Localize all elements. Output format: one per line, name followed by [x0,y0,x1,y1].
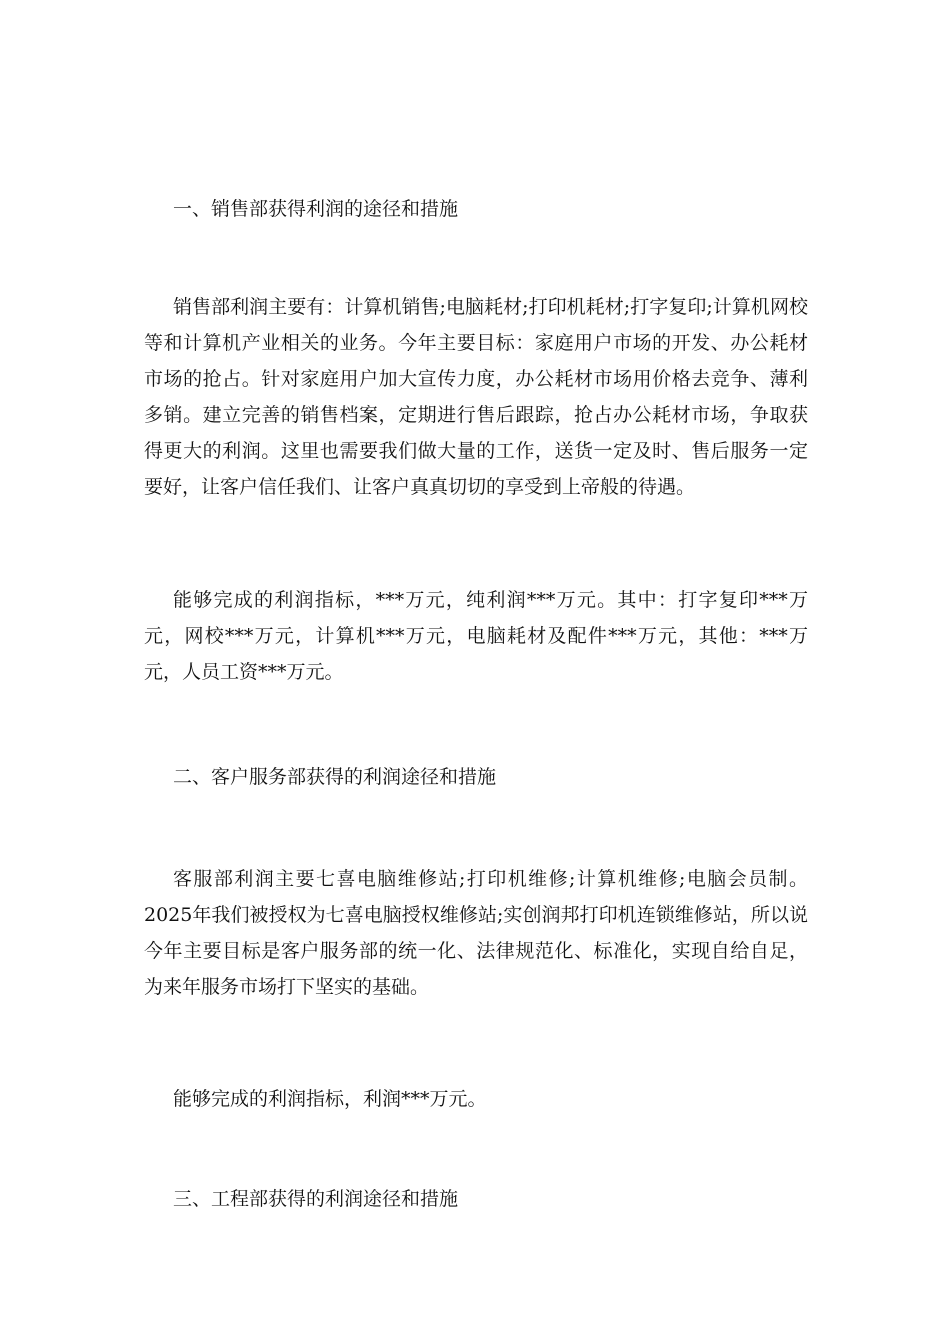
section-2-paragraph-2: 能够完成的利润指标，利润***万元。 [173,1088,487,1110]
section-2-paragraph-1: 客服部利润主要七喜电脑维修站;打印机维修;计算机维修;电脑会员制。2025年我们被授权为七喜电脑授权维修站;实创润邦打印机连锁维修站，所以说今年主要目标是客户服务部的统一化、法律规范化、标准化，实现自给自足，为来年服务市场打下坚实的基础。 [144,868,808,998]
section-1-heading: 一、销售部获得利润的途径和措施 [173,198,459,220]
section-2-heading: 二、客户服务部获得的利润途径和措施 [173,766,497,788]
section-3-heading: 三、工程部获得的利润途径和措施 [173,1188,459,1210]
section-1-paragraph-1: 销售部利润主要有：计算机销售;电脑耗材;打印机耗材;打字复印;计算机网校等和计算机产业相关的业务。今年主要目标：家庭用户市场的开发、办公耗材市场的抢占。针对家庭用户加大宣传力度，办公耗材市场用价格去竞争、薄利多销。建立完善的销售档案，定期进行售后跟踪，抢占办公耗材市场，争取获得更大的利润。这里也需要我们做大量的工作，送货一定及时、售后服务一定要好，让客户信任我们、让客户真真切切的享受到上帝般的待遇。 [144,296,808,498]
section-1-paragraph-2: 能够完成的利润指标，***万元，纯利润***万元。其中：打字复印***万元，网校***万元，计算机***万元，电脑耗材及配件***万元，其他：***万元，人员工资***万元。 [144,589,808,683]
